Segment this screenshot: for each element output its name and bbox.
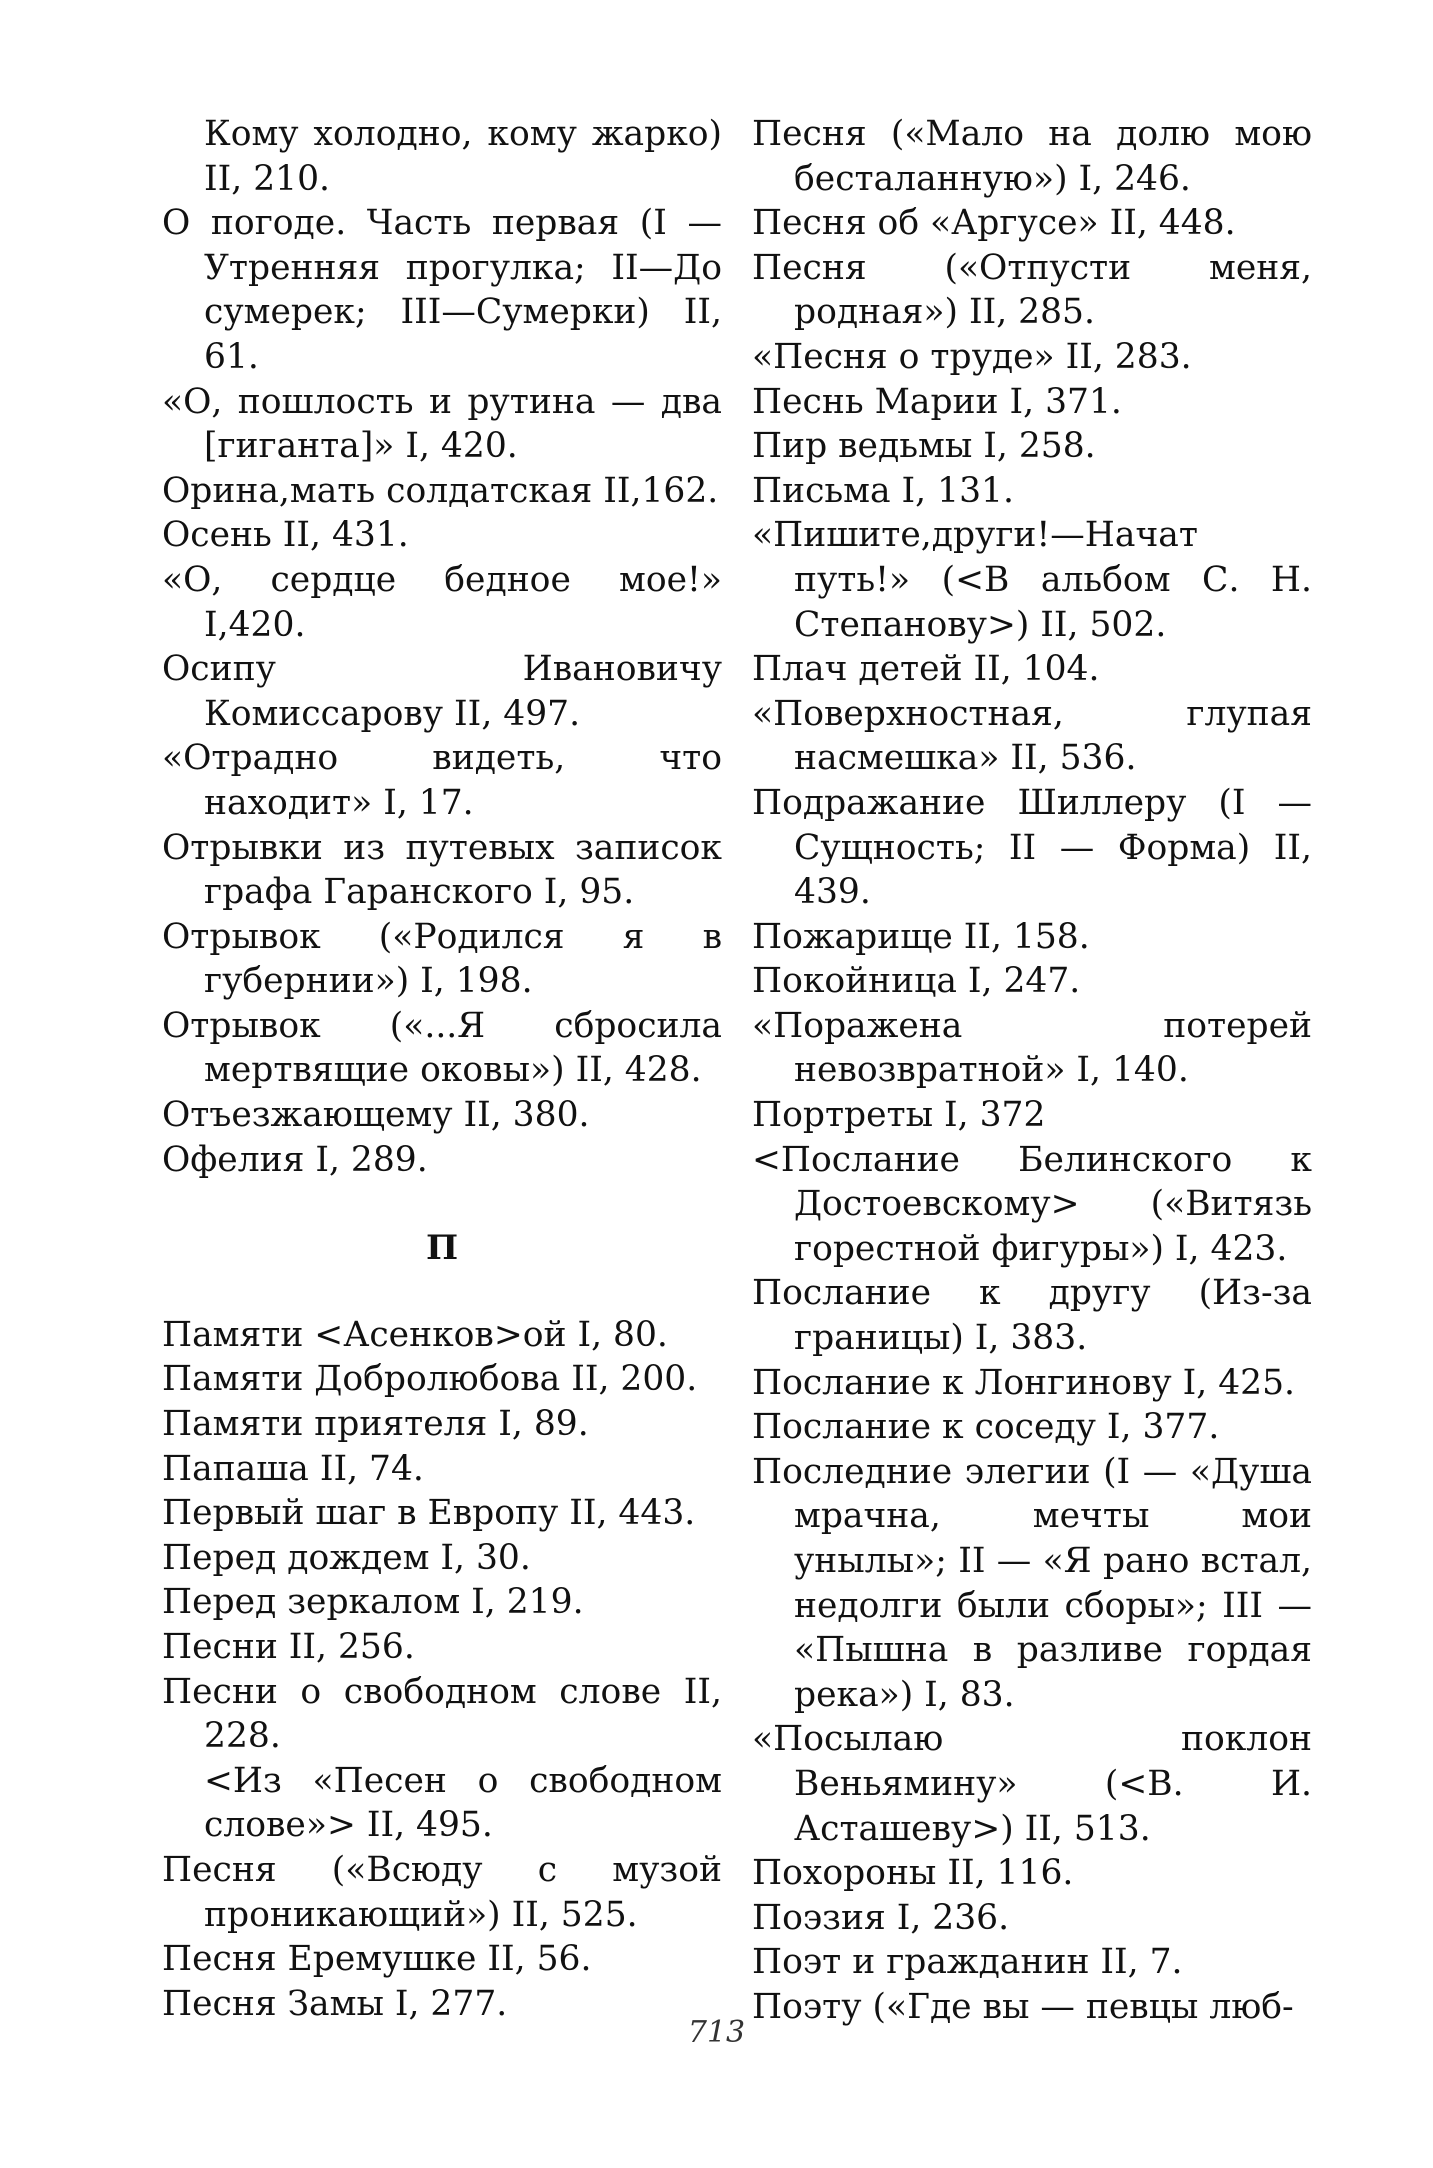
index-entry: «О, пошлость и рутина — два [гиганта]» I, 420.	[162, 381, 722, 467]
index-entry: «Отрадно видеть, что находит» I, 17.	[162, 738, 722, 823]
index-entry: Перед дождем I, 30.	[162, 1537, 531, 1578]
index-entry: Письма I, 131.	[752, 470, 1014, 511]
index-entry: Орина,мать солдатская II,162.	[162, 470, 719, 511]
index-entry: «Песня о труде» II, 283.	[752, 336, 1192, 377]
index-entry: Отрывок («...Я сбросила мертвящие оковы») II, 428.	[162, 1005, 722, 1091]
index-entry: Портреты I, 372	[752, 1095, 1046, 1136]
right-column	[752, 112, 1312, 2030]
index-entry: Послание к Лонгинову I, 425.	[752, 1362, 1296, 1403]
index-entry: Покойница I, 247.	[752, 961, 1081, 1002]
index-entry: Поэт и гражданин II, 7.	[752, 1942, 1183, 1983]
index-entry: Песня Замы I, 277.	[162, 1983, 508, 2024]
section-letter-heading: П	[425, 1228, 459, 1269]
index-entry: Первый шаг в Европу II, 443.	[162, 1493, 696, 1534]
index-entry: «Посылаю поклон Веньямину» (<В. И. Асташеву>) II, 513.	[752, 1719, 1312, 1849]
index-entry: Подражание Шиллеру (I — Сущность; II — Форма) II, 439.	[752, 782, 1312, 913]
index-entry: «Пишите,други!—Начат путь!» (<В альбом С. Н. Степанову>) II, 502.	[752, 515, 1312, 645]
index-entry: Последние элегии (I — «Душа мрачна, мечты мои унылы»; II — «Я рано встал, недолги были сборы»; III — «Пышна в разливе гордая река») I, 83.	[752, 1451, 1312, 1715]
index-entry: Папаша II, 74.	[162, 1448, 424, 1489]
index-entry: Послание к другу (Из-за границы) I, 383.	[752, 1273, 1312, 1359]
index-entry: <Послание Белинского к Достоевскому> («Витязь горестной фигуры») I, 423.	[752, 1139, 1312, 1269]
index-entry: «Поверхностная, глупая насмешка» II, 536.	[752, 693, 1312, 779]
index-entry: «О, сердце бедное мое!» I,420.	[162, 559, 722, 645]
index-entry: «Поражена потерей невозвратной» I, 140.	[752, 1005, 1312, 1091]
index-entry: Осень II, 431.	[162, 515, 409, 556]
index-entry: Песня об «Аргусе» II, 448.	[752, 203, 1236, 244]
index-entry: Плач детей II, 104.	[752, 649, 1100, 690]
index-entry: Песни II, 256.	[162, 1627, 415, 1667]
index-subentry: <Из «Песен о свободном слове»> II, 495.	[204, 1760, 722, 1846]
index-entry: Офелия I, 289.	[162, 1139, 428, 1180]
index-entry: Похороны II, 116.	[752, 1853, 1074, 1894]
index-entry: Поэту («Где вы — певцы люб-	[752, 1986, 1294, 2027]
index-entry: О погоде. Часть первая (I — Утренняя прогулка; II—До сумерек; III—Сумерки) II, 61.	[162, 203, 722, 377]
index-entry: Памяти <Асенков>ой I, 80.	[162, 1314, 668, 1355]
index-entry: Песня («Отпусти меня, родная») II, 285.	[752, 247, 1312, 333]
index-entry: Пир ведьмы I, 258.	[752, 426, 1096, 467]
page-number: 713	[687, 2015, 746, 2050]
index-entry: Отрывки из путевых записок графа Гаранского I, 95.	[162, 827, 722, 913]
index-entry: Отъезжающему II, 380.	[162, 1095, 590, 1136]
index-entry: Песня («Мало на долю мою бесталанную») I, 246.	[752, 114, 1312, 199]
index-entry: Памяти Добролюбова II, 200.	[162, 1359, 698, 1400]
index-entry: Пожарище II, 158.	[752, 916, 1090, 957]
index-entry: Кому холодно, кому жарко) II, 210.	[204, 114, 722, 199]
left-column	[162, 112, 722, 2026]
index-entry: Памяти приятеля I, 89.	[162, 1404, 589, 1445]
index-entry: Отрывок («Родился я в губернии») I, 198.	[162, 916, 722, 1002]
index-entry: Песнь Марии I, 371.	[752, 381, 1122, 422]
index-entry: Перед зеркалом I, 219.	[162, 1582, 584, 1623]
index-entry: Послание к соседу I, 377.	[752, 1407, 1220, 1448]
index-entry: Песня Еремушке II, 56.	[162, 1939, 592, 1980]
index-entry: Осипу Ивановичу Комиссарову II, 497.	[162, 649, 722, 734]
index-entry: Поэзия I, 236.	[752, 1897, 1010, 1938]
index-entry: Песни о свободном слове II, 228.	[162, 1671, 722, 1757]
index-entry: Песня («Всюду с музой проникающий») II, 525.	[162, 1849, 722, 1935]
